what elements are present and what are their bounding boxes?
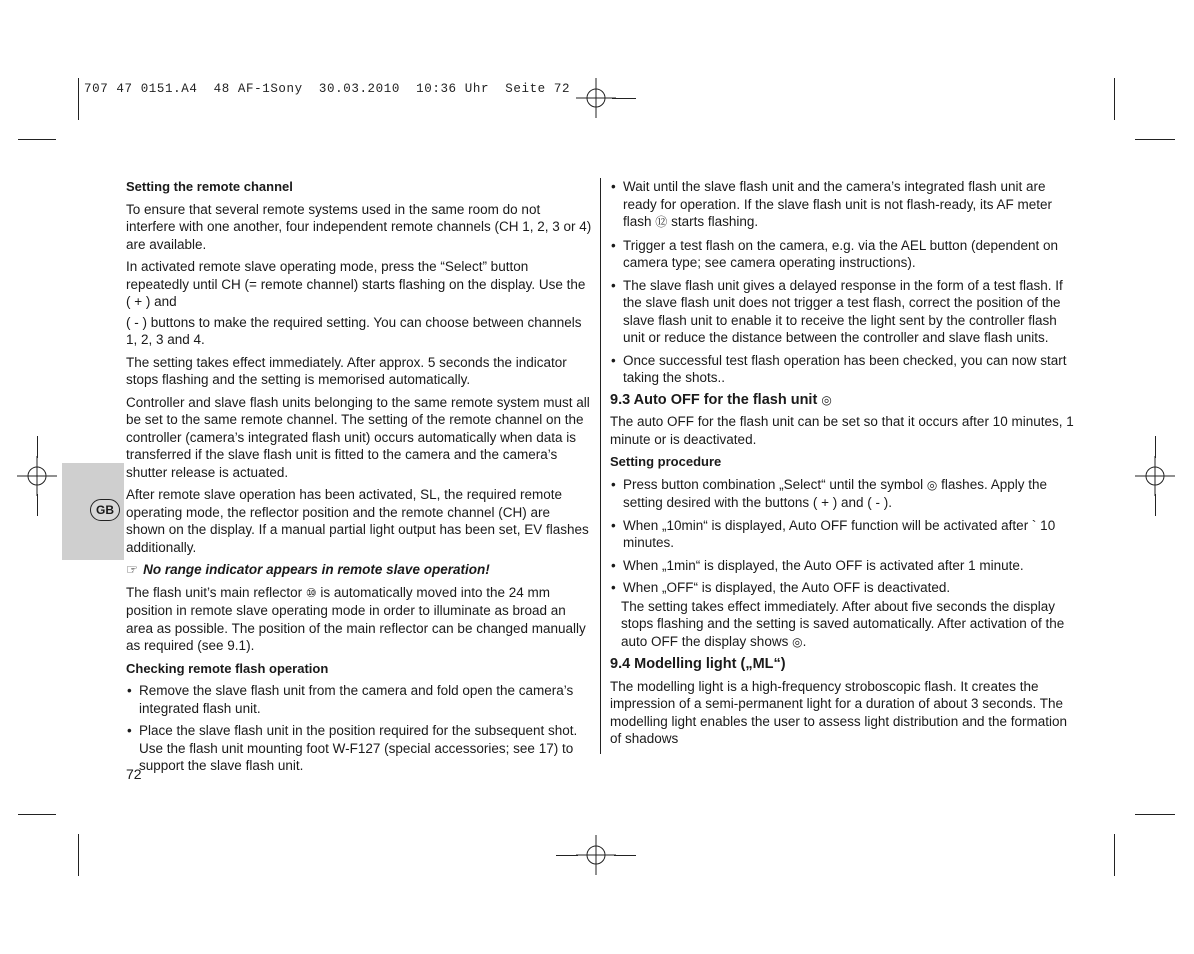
crop-mark <box>1114 834 1115 876</box>
crop-mark <box>78 78 79 120</box>
crop-mark <box>612 98 636 99</box>
note-text: No range indicator appears in remote slave operation! <box>143 562 490 577</box>
crop-mark <box>1114 78 1115 120</box>
print-header: 707 47 0151.A4 48 AF-1Sony 30.03.2010 10:36 Uhr Seite 72 <box>84 82 571 96</box>
paragraph: In activated remote slave operating mode, press the “Select” button repeatedly until CH (= remote channel) starts flashing on the display. Use the ( + ) and <box>126 259 586 309</box>
crop-mark <box>1155 436 1156 458</box>
crop-mark <box>78 834 79 876</box>
crop-mark <box>1135 814 1175 815</box>
right-column <box>610 178 1076 753</box>
registration-mark-icon <box>576 78 616 118</box>
paragraph-text: The flash unit’s main reflector <box>126 584 303 600</box>
paragraph-text: The setting takes effect immediately. After about five seconds the display stops flashing and the setting is saved automatically. After activation of the auto OFF the display shows <box>621 598 1065 649</box>
crop-mark <box>1135 139 1175 140</box>
paragraph-text: . <box>802 633 807 649</box>
crop-mark <box>1155 494 1156 516</box>
left-column <box>126 178 592 780</box>
list-item-text: starts flashing. <box>671 214 759 229</box>
column-divider <box>600 178 601 754</box>
crop-mark <box>18 139 56 140</box>
list-item-text: Wait until the slave flash unit and the camera’s integrated flash unit are ready for operation. If the slave flash unit is not flash-ready, its AF meter flash <box>623 179 1052 229</box>
note <box>126 561 592 579</box>
page-number: 72 <box>126 766 142 782</box>
paragraph-text: is automatically moved into the 24 mm position in remote slave operating mode in order to illuminate as broad an area as possible. The position of the main reflector can be changed manually as required (see 9.1). <box>126 584 586 653</box>
paragraph <box>126 584 592 655</box>
registration-mark-icon <box>1135 456 1175 496</box>
list-item: • Remove the slave flash unit from the camera and fold open the camera’s integrated flash unit. <box>126 682 592 717</box>
list-item <box>610 476 1076 512</box>
paragraph: ( - ) buttons to make the required setting. You can choose between channels 1, 2, 3 and 4. <box>126 314 582 347</box>
auto-off-symbol-icon: ◎ <box>926 477 938 492</box>
paragraph: Controller and slave flash units belonging to the same remote system must all be set to the same remote channel. The setting of the remote channel on the controller (camera’s integrated flash unit) occurs automatically when data is transferred if the slave flash unit is fitted to the camera and the camera’s shutter release is actuated. <box>126 394 590 480</box>
list-item: • When „10min“ is displayed, Auto OFF function will be activated after ` 10 minutes. <box>610 517 1076 552</box>
paragraph: To ensure that several remote systems used in the same room do not interfere with one another, four independent remote channels (CH 1, 2, 3 or 4) are available. <box>126 201 592 252</box>
crop-mark <box>556 855 578 856</box>
section-heading-check-operation: Checking remote flash operation <box>126 660 329 676</box>
auto-off-symbol-icon: ◎ <box>792 634 803 649</box>
reflector-symbol-icon: ⑩ <box>305 585 317 600</box>
pointing-hand-icon: ☞ <box>126 562 139 577</box>
list-item: • When „1min“ is displayed, the Auto OFF is activated after 1 minute. <box>610 557 1076 575</box>
section-heading-setting-procedure: Setting procedure <box>610 454 722 469</box>
crop-mark <box>37 494 38 516</box>
list-item: • When „OFF“ is displayed, the Auto OFF is deactivated. <box>610 579 1076 597</box>
section-heading-remote-channel: Setting the remote channel <box>126 179 293 194</box>
paragraph: After remote slave operation has been activated, SL, the required remote operating mode, the reflector position and the remote channel (CH) are shown on the display. If a manual partial light output has been set, EV flashes additionally. <box>126 487 589 555</box>
list-item-text: Press button combination „Select“ until the symbol <box>623 476 924 492</box>
list-item: • Trigger a test flash on the camera, e.g. via the AEL button (dependent on camera type; see camera operating instructions). <box>610 237 1076 272</box>
registration-mark-icon <box>576 835 616 875</box>
crop-mark <box>18 814 56 815</box>
registration-mark-icon <box>17 456 57 496</box>
af-meter-symbol-icon: ⑫ <box>655 215 668 229</box>
list-item: • The slave flash unit gives a delayed response in the form of a test flash. If the slave flash unit does not trigger a test flash, correct the position of the slave flash unit to enable it to receive the light sent by the controller flash unit or reduce the distance between the controller and slave flash units. <box>610 277 1076 347</box>
list-item <box>610 178 1076 232</box>
auto-off-symbol-icon: ◎ <box>821 392 832 407</box>
paragraph: The setting takes effect immediately. After approx. 5 seconds the indicator stops flashing and the setting is memorised automatically. <box>126 354 567 387</box>
list-item: • Once successful test flash operation has been checked, you can now start taking the shots.. <box>610 352 1076 387</box>
paragraph: The auto OFF for the flash unit can be set so that it occurs after 10 minutes, 1 minute or is deactivated. <box>610 414 1074 447</box>
section-heading-modelling-light: 9.4 Modelling light („ML“) <box>610 656 786 672</box>
language-badge: GB <box>90 499 120 521</box>
crop-mark <box>37 436 38 458</box>
paragraph: The modelling light is a high-frequency stroboscopic flash. It creates the impression of a semi-permanent light for a duration of about 3 seconds. The modelling light enables the user to assess light distribution and the formation of shadows <box>610 678 1068 746</box>
list-item: • Place the slave flash unit in the position required for the subsequent shot. Use the flash unit mounting foot W-F127 (special accessories; see 17) to support the slave flash unit. <box>126 722 592 775</box>
heading-text: 9.3 Auto OFF for the flash unit <box>610 391 818 408</box>
paragraph <box>610 598 1076 652</box>
section-heading-auto-off <box>610 392 1076 410</box>
crop-mark <box>614 855 636 856</box>
list-item-text: flashes. Apply the setting desired with the buttons ( + ) and ( - ). <box>623 476 1047 510</box>
